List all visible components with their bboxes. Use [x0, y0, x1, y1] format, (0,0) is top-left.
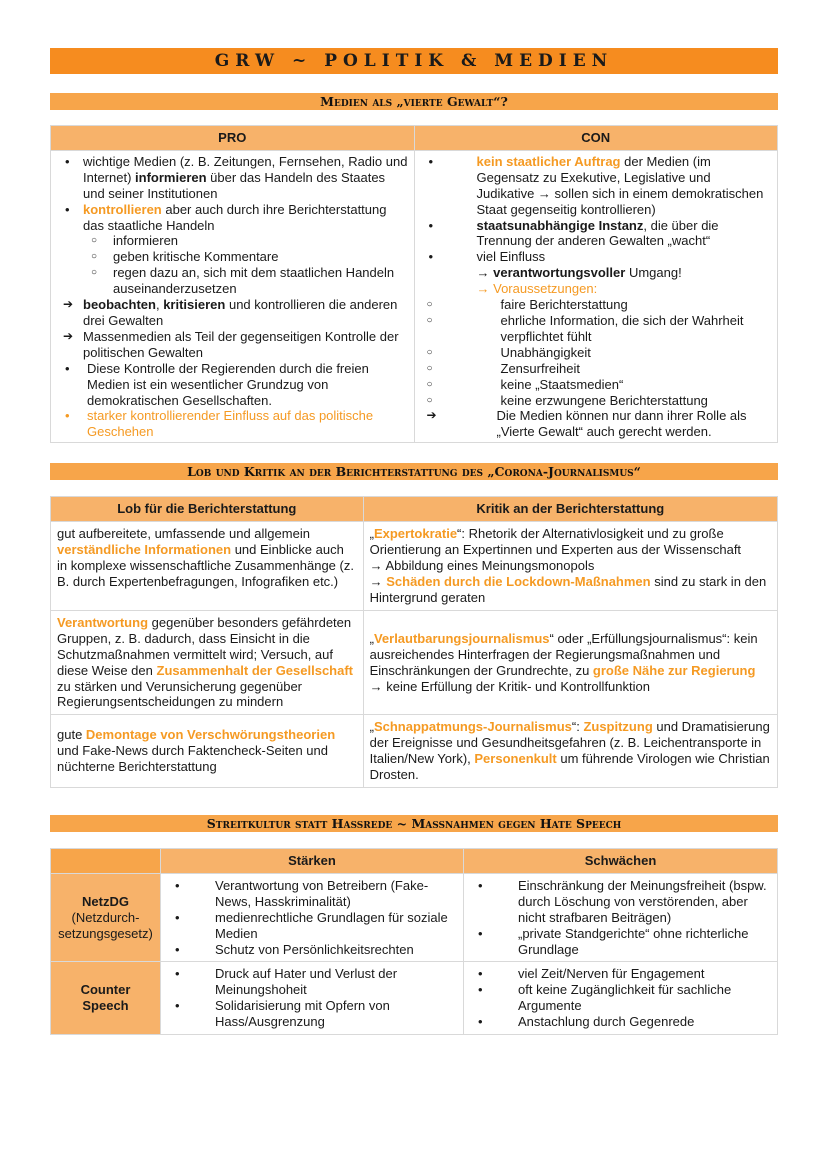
list-item: • staatsunabhängige Instanz, die über die Trennung der anderen Gewalten „wacht“ [421, 218, 772, 250]
list-item: ○ Zensurfreiheit [421, 361, 772, 377]
counter-staerken [161, 962, 464, 1035]
table-cell: gute Demontage von Verschwörungstheorien und Fake-News durch Faktencheck-Seiten und nüchterne Berichterstattung [51, 715, 364, 788]
list-item: → Voraussetzungen: [476, 281, 598, 297]
list-item: ○ informieren [57, 233, 408, 249]
counter-speech-label: Counter Speech [51, 962, 161, 1035]
list-item: • Verantwortung von Betreibern (Fake-News, Hasskriminalität) [167, 878, 457, 910]
corner-cell [51, 849, 161, 874]
section-heading-medien: Medien als „vierte Gewalt“? [50, 93, 778, 110]
list-item: ○ ehrliche Information, die sich der Wahrheit verpflichtet fühlt [421, 313, 772, 345]
list-item: ➔ beobachten, kritisieren und kontrollieren die anderen drei Gewalten [57, 297, 408, 329]
section-heading-corona: Lob und Kritik an der Berichterstattung des „Corona-Journalismus“ [50, 463, 778, 480]
list-item: → verantwortungsvoller Umgang! [476, 265, 682, 281]
list-item: • Anstachlung durch Gegenrede [470, 1014, 771, 1030]
list-item: ○ keine „Staatsmedien“ [421, 377, 772, 393]
list-item: ➔ Die Medien können nur dann ihrer Rolle als „Vierte Gewalt“ auch gerecht werden. [421, 408, 772, 440]
kritik-header: Kritik an der Berichterstattung [363, 497, 777, 522]
pro-con-table [50, 125, 778, 443]
list-item: • Druck auf Hater und Verlust der Meinungshoheit [167, 966, 457, 998]
list-item: • viel Zeit/Nerven für Engagement [470, 966, 771, 982]
lob-header: Lob für die Berichterstattung [51, 497, 364, 522]
list-item: • starker kontrollierender Einfluss auf das politische Geschehen [57, 408, 408, 440]
netzdg-label: NetzDG (Netzdurch- setzungsgesetz) [51, 873, 161, 962]
list-item: ➔ Massenmedien als Teil der gegenseitigen Kontrolle der politischen Gewalten [57, 329, 408, 361]
counter-schwaechen [464, 962, 778, 1035]
list-item: ○ geben kritische Kommentare [57, 249, 408, 265]
table-cell: „Verlautbarungsjournalismus“ oder „Erfüllungsjournalismus“: kein ausreichendes Hinterfragen der Regierungsmaßnahmen und Einschränkungen der Grundrechte, zu große Nähe zur Regierung → keine Erfüllung der Kritik- und Kontrollfunktion [363, 610, 777, 714]
list-item: • medienrechtliche Grundlagen für soziale Medien [167, 910, 457, 942]
con-header: CON [414, 126, 778, 151]
pro-cell [51, 150, 415, 442]
list-item: • „private Standgerichte“ ohne richterliche Grundlage [470, 926, 771, 958]
list-item: • wichtige Medien (z. B. Zeitungen, Fernsehen, Radio und Internet) informieren über das Handeln des Staates und seiner Institutionen [57, 154, 408, 202]
table-cell: Verantwortung gegenüber besonders gefährdeten Gruppen, z. B. dadurch, dass Einsicht in die Schutzmaßnahmen vermittelt wird; Versuch, auf diese Weise den Zusammenhalt der Gesellschaft zu stärken und Verunsicherung gegenüber Regierungsentscheidungen zu mindern [51, 610, 364, 714]
list-item: ○ Unabhängigkeit [421, 345, 772, 361]
list-item: ○ keine erzwungene Berichterstattung [421, 393, 772, 409]
hate-speech-table [50, 848, 778, 1035]
list-item: • kontrollieren aber auch durch ihre Berichterstattung das staatliche Handeln [57, 202, 408, 234]
staerken-header: Stärken [161, 849, 464, 874]
table-cell: gut aufbereitete, umfassende und allgemein verständliche Informationen und Einblicke auch in komplexe wissenschaftliche Zusammenhänge (z. B. durch Expertenbefragungen, Infografiken etc.) [51, 521, 364, 610]
netzdg-schwaechen [464, 873, 778, 962]
netzdg-staerken [161, 873, 464, 962]
con-cell [414, 150, 778, 442]
lob-kritik-table [50, 496, 778, 788]
list-item: • Einschränkung der Meinungsfreiheit (bspw. durch Löschung von verstörenden, aber nicht strafbaren Beiträgen) [470, 878, 771, 926]
table-cell: „Schnappatmungs-Journalismus“: Zuspitzung und Dramatisierung der Ereignisse und Gesundheitsgefahren (z. B. Leichentransporte in Italien/New York), Personenkult um führende Virologen wie Christian Drosten. [363, 715, 777, 788]
list-item: • Diese Kontrolle der Regierenden durch die freien Medien ist ein wesentlicher Grundzug von demokratischen Gesellschaften. [57, 361, 408, 409]
page-title: GRW ~ POLITIK & MEDIEN [50, 48, 778, 74]
pro-header: PRO [51, 126, 415, 151]
list-item: • oft keine Zugänglichkeit für sachliche Argumente [470, 982, 771, 1014]
list-item: • Solidarisierung mit Opfern von Hass/Ausgrenzung [167, 998, 457, 1030]
list-item: ○ regen dazu an, sich mit dem staatlichen Handeln auseinanderzusetzen [57, 265, 408, 297]
list-item: ○ faire Berichterstattung [421, 297, 772, 313]
schwaechen-header: Schwächen [464, 849, 778, 874]
section-heading-hate-speech: Streitkultur statt Hassrede ~ Massnahmen gegen Hate Speech [50, 815, 778, 832]
table-cell: „Expertokratie“: Rhetorik der Alternativlosigkeit und zu große Orientierung an Expertinnen und Experten aus der Wissenschaft → Abbildung eines Meinungsmonopols → Schäden durch die Lockdown-Maßnahmen sind zu stark in den Hintergrund geraten [363, 521, 777, 610]
list-item: • kein staatlicher Auftrag der Medien (im Gegensatz zu Exekutive, Legislative und Judikative → sollen sich in einem demokratischen Staat gegenseitig kontrollieren) [421, 154, 772, 218]
list-item: • viel Einfluss [421, 249, 772, 265]
list-item: • Schutz von Persönlichkeitsrechten [167, 942, 457, 958]
